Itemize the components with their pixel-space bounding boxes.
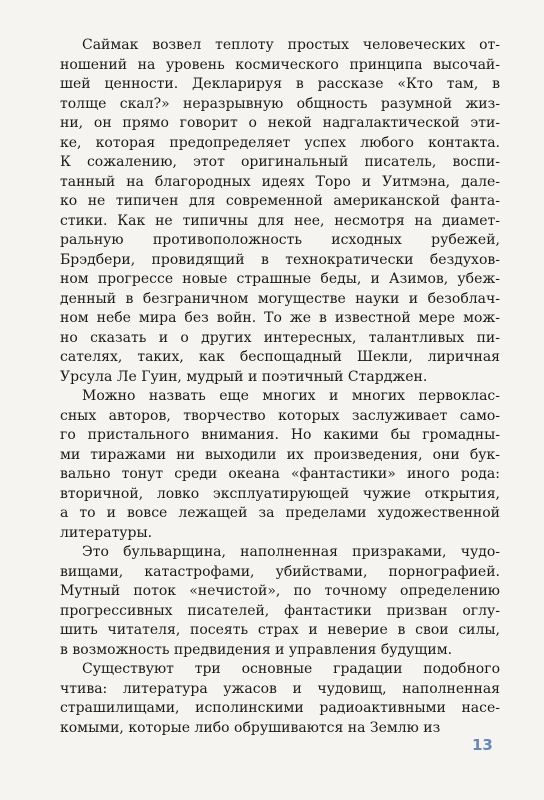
text-line: танный на благородных идеях Торо и Уитмэна, дале- [60, 173, 500, 190]
text-line: шей ценности. Декларируя в рассказе «Кто там, в [60, 76, 500, 92]
page-number: 13 [472, 736, 493, 754]
text-line: ни, он прямо говорит о некой надгалактической эти- [60, 115, 500, 131]
text-line: К сожалению, этот оригинальный писатель, воспи- [60, 154, 500, 170]
body-text [60, 36, 500, 738]
text-line: Саймак возвел теплоту простых человеческих от- [82, 37, 500, 53]
text-line: прогрессивных писателей, фантастики призван оглу- [60, 602, 500, 619]
text-line: ном прогрессе новые страшные беды, и Азимов, убеж- [60, 271, 500, 287]
text-line: Можно назвать еще многих и многих первоклас- [82, 388, 500, 404]
text-line: стики. Как не типичны для нее, несмотря на диамет- [60, 212, 500, 229]
paragraph [60, 543, 500, 660]
text-line: шить читателя, посеять страх и неверие в свои силы, [60, 622, 500, 638]
text-line: страшилищами, исполинскими радиоактивными насе- [60, 700, 500, 716]
paragraph [60, 660, 500, 738]
paragraph [60, 387, 500, 543]
text-line: чтива: литература ужасов и чудовищ, наполненная [60, 680, 500, 697]
text-line: ми тиражами ни выходили их произведения, они бук- [60, 446, 500, 463]
text-line: Брэдбери, провидящий в технократически бездухов- [60, 251, 500, 268]
text-line: денный в безграничном могуществе науки и безоблач- [60, 290, 500, 307]
text-line: Урсула Ле Гуин, мудрый и поэтичный Старджен. [60, 368, 428, 385]
paragraph [60, 36, 500, 387]
text-line: вищами, катастрофами, убийствами, порнографией. [60, 563, 500, 580]
text-line: комыми, которые либо обрушиваются на Землю из [60, 719, 441, 736]
text-line: сных авторов, творчество которых заслуживает само- [60, 407, 500, 424]
text-line: толще скал?» неразрывную общность разумной жиз- [60, 95, 500, 112]
text-line: вторичной, ловко эксплуатирующей чужие открытия, [60, 485, 500, 502]
text-line: ральную противоположность исходных рубежей, [60, 232, 500, 248]
text-line: вально тонут среди океана «фантастики» иного рода: [60, 466, 500, 482]
text-line: сателях, таких, как беспощадный Шекли, лиричная [60, 349, 500, 365]
text-line: Мутный поток «нечистой», по точному определению [60, 583, 500, 599]
text-line: го пристального внимания. Но какими бы громадны- [60, 427, 500, 443]
text-line: ном небе мира без войн. То же в известной мере мож- [60, 310, 500, 326]
text-line: ко не типичен для современной американской фанта- [60, 193, 500, 209]
text-line: Существуют три основные градации подобного [82, 661, 500, 677]
text-line: литературы. [60, 524, 153, 541]
text-line: ке, которая предопределяет успех любого контакта. [60, 134, 500, 151]
text-line: а то и вовсе лежащей за пределами художественной [60, 505, 500, 521]
text-line: ношений на уровень космического принципа высочай- [60, 56, 500, 73]
text-line: Это бульварщина, наполненная призраками, чудо- [82, 544, 500, 560]
text-line: но сказать и о других интересных, талантливых пи- [60, 329, 500, 346]
text-line: в возможность предвидения и управления будущим. [60, 641, 453, 658]
